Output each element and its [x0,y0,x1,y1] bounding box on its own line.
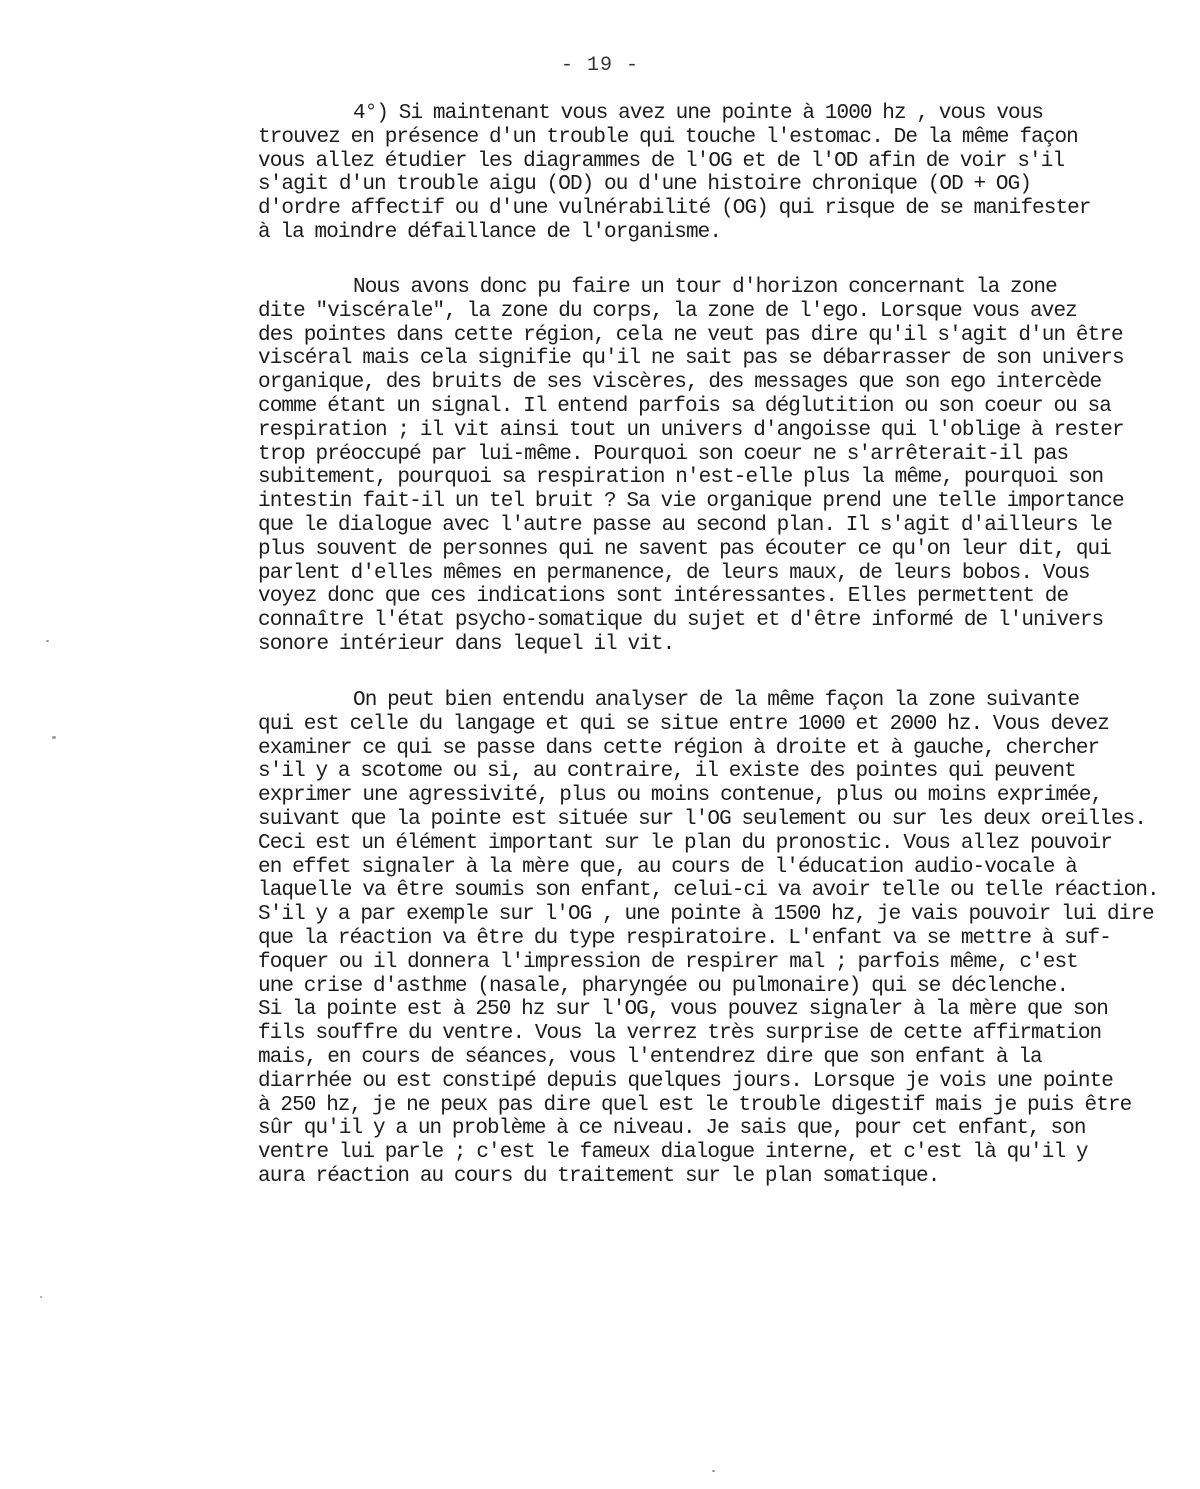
text-line: respiration ; il vit ainsi tout un univers d'angoisse qui l'oblige à rester [258,418,1124,442]
text-line: s'il y a scotome ou si, au contraire, il existe des pointes qui peuvent [258,760,1076,784]
paragraph-3 [258,689,1158,1189]
text-line: Ceci est un élément important sur le plan du pronostic. Vous allez pouvoir [258,831,1112,855]
text-line: trouvez en présence d'un trouble qui touche l'estomac. De la même façon [258,125,1078,149]
text-line: aura réaction au cours du traitement sur le plan somatique. [258,1164,940,1188]
text-line: exprimer une agressivité, plus ou moins contenue, plus ou moins exprimée, [258,784,1103,808]
text-line: viscéral mais cela signifie qu'il ne sait pas se débarrasser de son univers [258,347,1124,371]
paragraph-2 [258,276,1158,657]
text-line: 4°) Si maintenant vous avez une pointe à 1000 hz , vous vous [353,102,1044,125]
text-line: des pointes dans cette région, cela ne veut pas dire qu'il s'agit d'un être [258,323,1123,347]
text-line: foquer ou il donnera l'impression de respirer mal ; parfois même, c'est [258,950,1078,974]
text-line: sûr qu'il y a un problème à ce niveau. Je sais que, pour cet enfant, son [258,1117,1086,1141]
text-line: plus souvent de personnes qui ne savent pas écouter ce qu'on leur dit, qui [258,537,1111,561]
text-line: On peut bien entendu analyser de la même façon la zone suivante [353,689,1080,712]
text-line: vous allez étudier les diagrammes de l'OG et de l'OD afin de voir s'il [258,149,1065,173]
text-line: sonore intérieur dans lequel il vit. [258,632,675,656]
text-line: que la réaction va être du type respiratoire. L'enfant va se mettre à suf- [258,926,1111,950]
text-line: comme étant un signal. Il entend parfois sa déglutition ou son coeur ou sa [258,394,1111,418]
scan-speck [712,1470,715,1472]
text-line: S'il y a par exemple sur l'OG , une pointe à 1500 hz, je vais pouvoir lui dire [258,903,1154,927]
text-line: voyez donc que ces indications sont intéressantes. Elles permettent de [258,585,1069,609]
text-line: intestin fait-il un tel bruit ? Sa vie organique prend une telle importance [258,490,1124,514]
paragraph-1 [258,102,1158,245]
scan-speck [46,640,49,642]
text-line: diarrhée ou est constipé depuis quelques jours. Lorsque je vois une pointe [258,1069,1113,1093]
text-line: que le dialogue avec l'autre passe au second plan. Il s'agit d'ailleurs le [258,513,1112,537]
text-line: mais, en cours de séances, vous l'entendrez dire que son enfant à la [258,1045,1042,1069]
text-line: d'ordre affectif ou d'une vulnérabilité (OG) qui risque de se manifester [258,197,1091,221]
scan-speck [52,736,56,739]
text-line: une crise d'asthme (nasale, pharyngée ou pulmonaire) qui se déclenche. [258,974,1069,998]
text-line: dite "viscérale", la zone du corps, la zone de l'ego. Lorsque vous avez [258,299,1077,323]
text-line: à la moindre défaillance de l'organisme. [258,220,722,244]
text-line: suivant que la pointe est située sur l'OG seulement ou sur les deux oreilles. [258,807,1147,831]
text-line: qui est celle du langage et qui se situe entre 1000 et 2000 hz. Vous devez [258,712,1109,736]
scan-speck [40,1296,42,1298]
text-line: s'agit d'un trouble aigu (OD) ou d'une histoire chronique (OD + OG) [258,173,1032,197]
text-line: parlent d'elles mêmes en permanence, de leurs maux, de leurs bobos. Vous [258,561,1090,585]
text-line: laquelle va être soumis son enfant, celui-ci va avoir telle ou telle réaction. [258,879,1159,903]
text-line: à 250 hz, je ne peux pas dire quel est le trouble digestif mais je puis être [258,1093,1132,1117]
text-line: connaître l'état psycho-somatique du sujet et d'être informé de l'univers [258,609,1104,633]
text-line: organique, des bruits de ses viscères, des messages que son ego intercède [258,371,1102,395]
text-line: Si la pointe est à 250 hz sur l'OG, vous pouvez signaler à la mère que son [258,998,1108,1022]
text-line: examiner ce qui se passe dans cette région à droite et à gauche, chercher [258,736,1100,760]
page-number: - 19 - [560,54,639,77]
text-line: subitement, pourquoi sa respiration n'est-elle plus la même, pourquoi son [258,466,1104,490]
text-line: fils souffre du ventre. Vous la verrez très surprise de cette affirmation [258,1022,1102,1046]
text-line: trop préoccupé par lui-même. Pourquoi son coeur ne s'arrêterait-il pas [258,442,1069,466]
text-line: en effet signaler à la mère que, au cours de l'éducation audio-vocale à [258,855,1077,879]
text-line: Nous avons donc pu faire un tour d'horizon concernant la zone [353,276,1057,299]
text-line: ventre lui parle ; c'est le fameux dialogue interne, et c'est là qu'il y [258,1141,1088,1165]
